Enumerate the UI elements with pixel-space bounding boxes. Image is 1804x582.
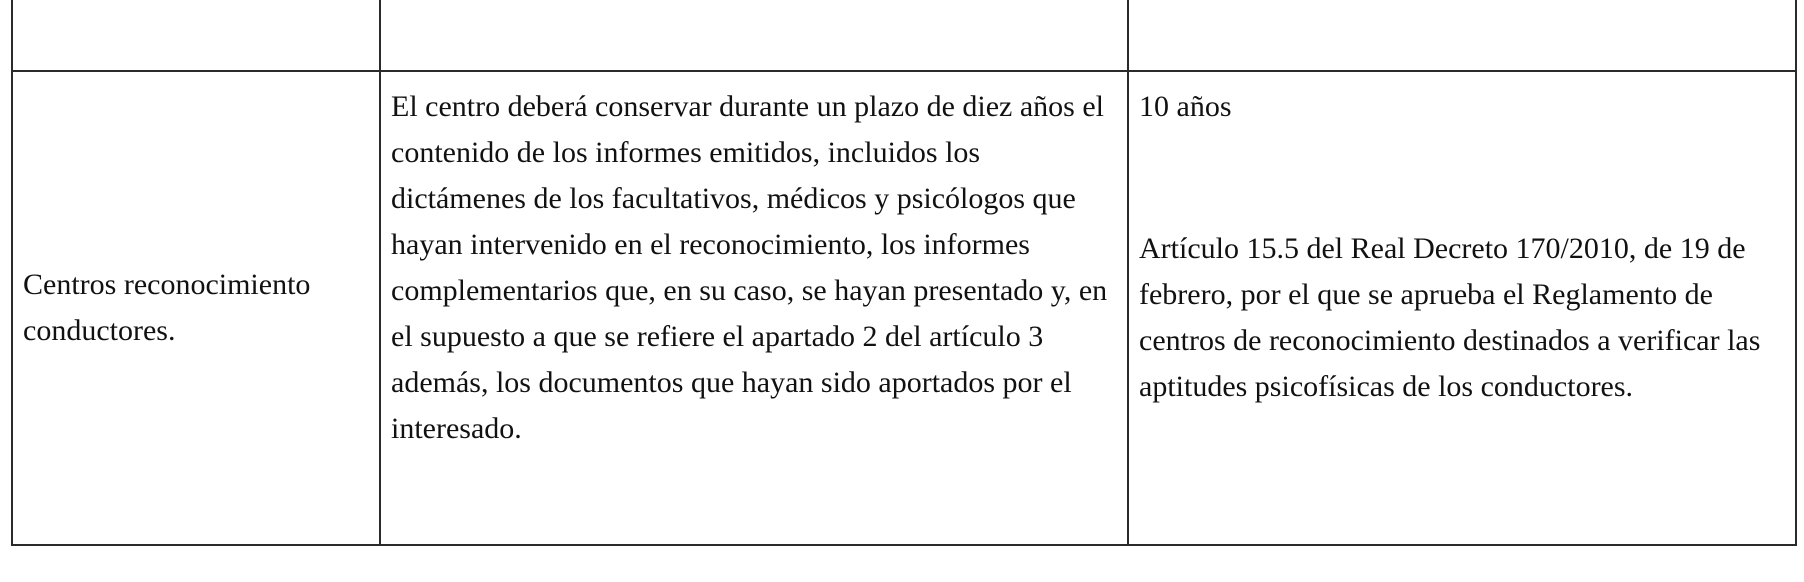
table-row bbox=[12, 71, 1796, 545]
empty-cell-obligation bbox=[380, 0, 1128, 71]
obligation-cell-inner bbox=[381, 72, 1127, 452]
term-cell-inner bbox=[1129, 72, 1795, 410]
empty-cell-entity bbox=[12, 0, 380, 71]
entity-cell bbox=[12, 71, 380, 545]
retention-term: 10 años bbox=[1139, 90, 1232, 123]
term-cell bbox=[1128, 71, 1796, 545]
legal-reference: Artículo 15.5 del Real Decreto 170/2010, de 19 de febrero, por el que se aprueba el Reglamento de centros de reconocimiento destinados a verificar las aptitudes psicofísicas de los conductores. bbox=[1139, 232, 1761, 403]
retention-table bbox=[11, 0, 1797, 546]
entity-text: Centros reconocimiento conductores. bbox=[23, 268, 311, 347]
obligation-text: El centro deberá conservar durante un plazo de diez años el contenido de los informes emitidos, incluidos los dictámenes de los facultativos, médicos y psicólogos que hayan intervenido en el reconocimiento, los informes complementarios que, en su caso, se hayan presentado y, en el supuesto a que se refiere el apartado 2 del artículo 3 además, los documentos que hayan sido aportados por el interesado. bbox=[391, 90, 1108, 445]
entity-cell-inner bbox=[13, 72, 379, 544]
table-row-empty bbox=[12, 0, 1796, 71]
obligation-cell bbox=[380, 71, 1128, 545]
empty-cell-term bbox=[1128, 0, 1796, 71]
